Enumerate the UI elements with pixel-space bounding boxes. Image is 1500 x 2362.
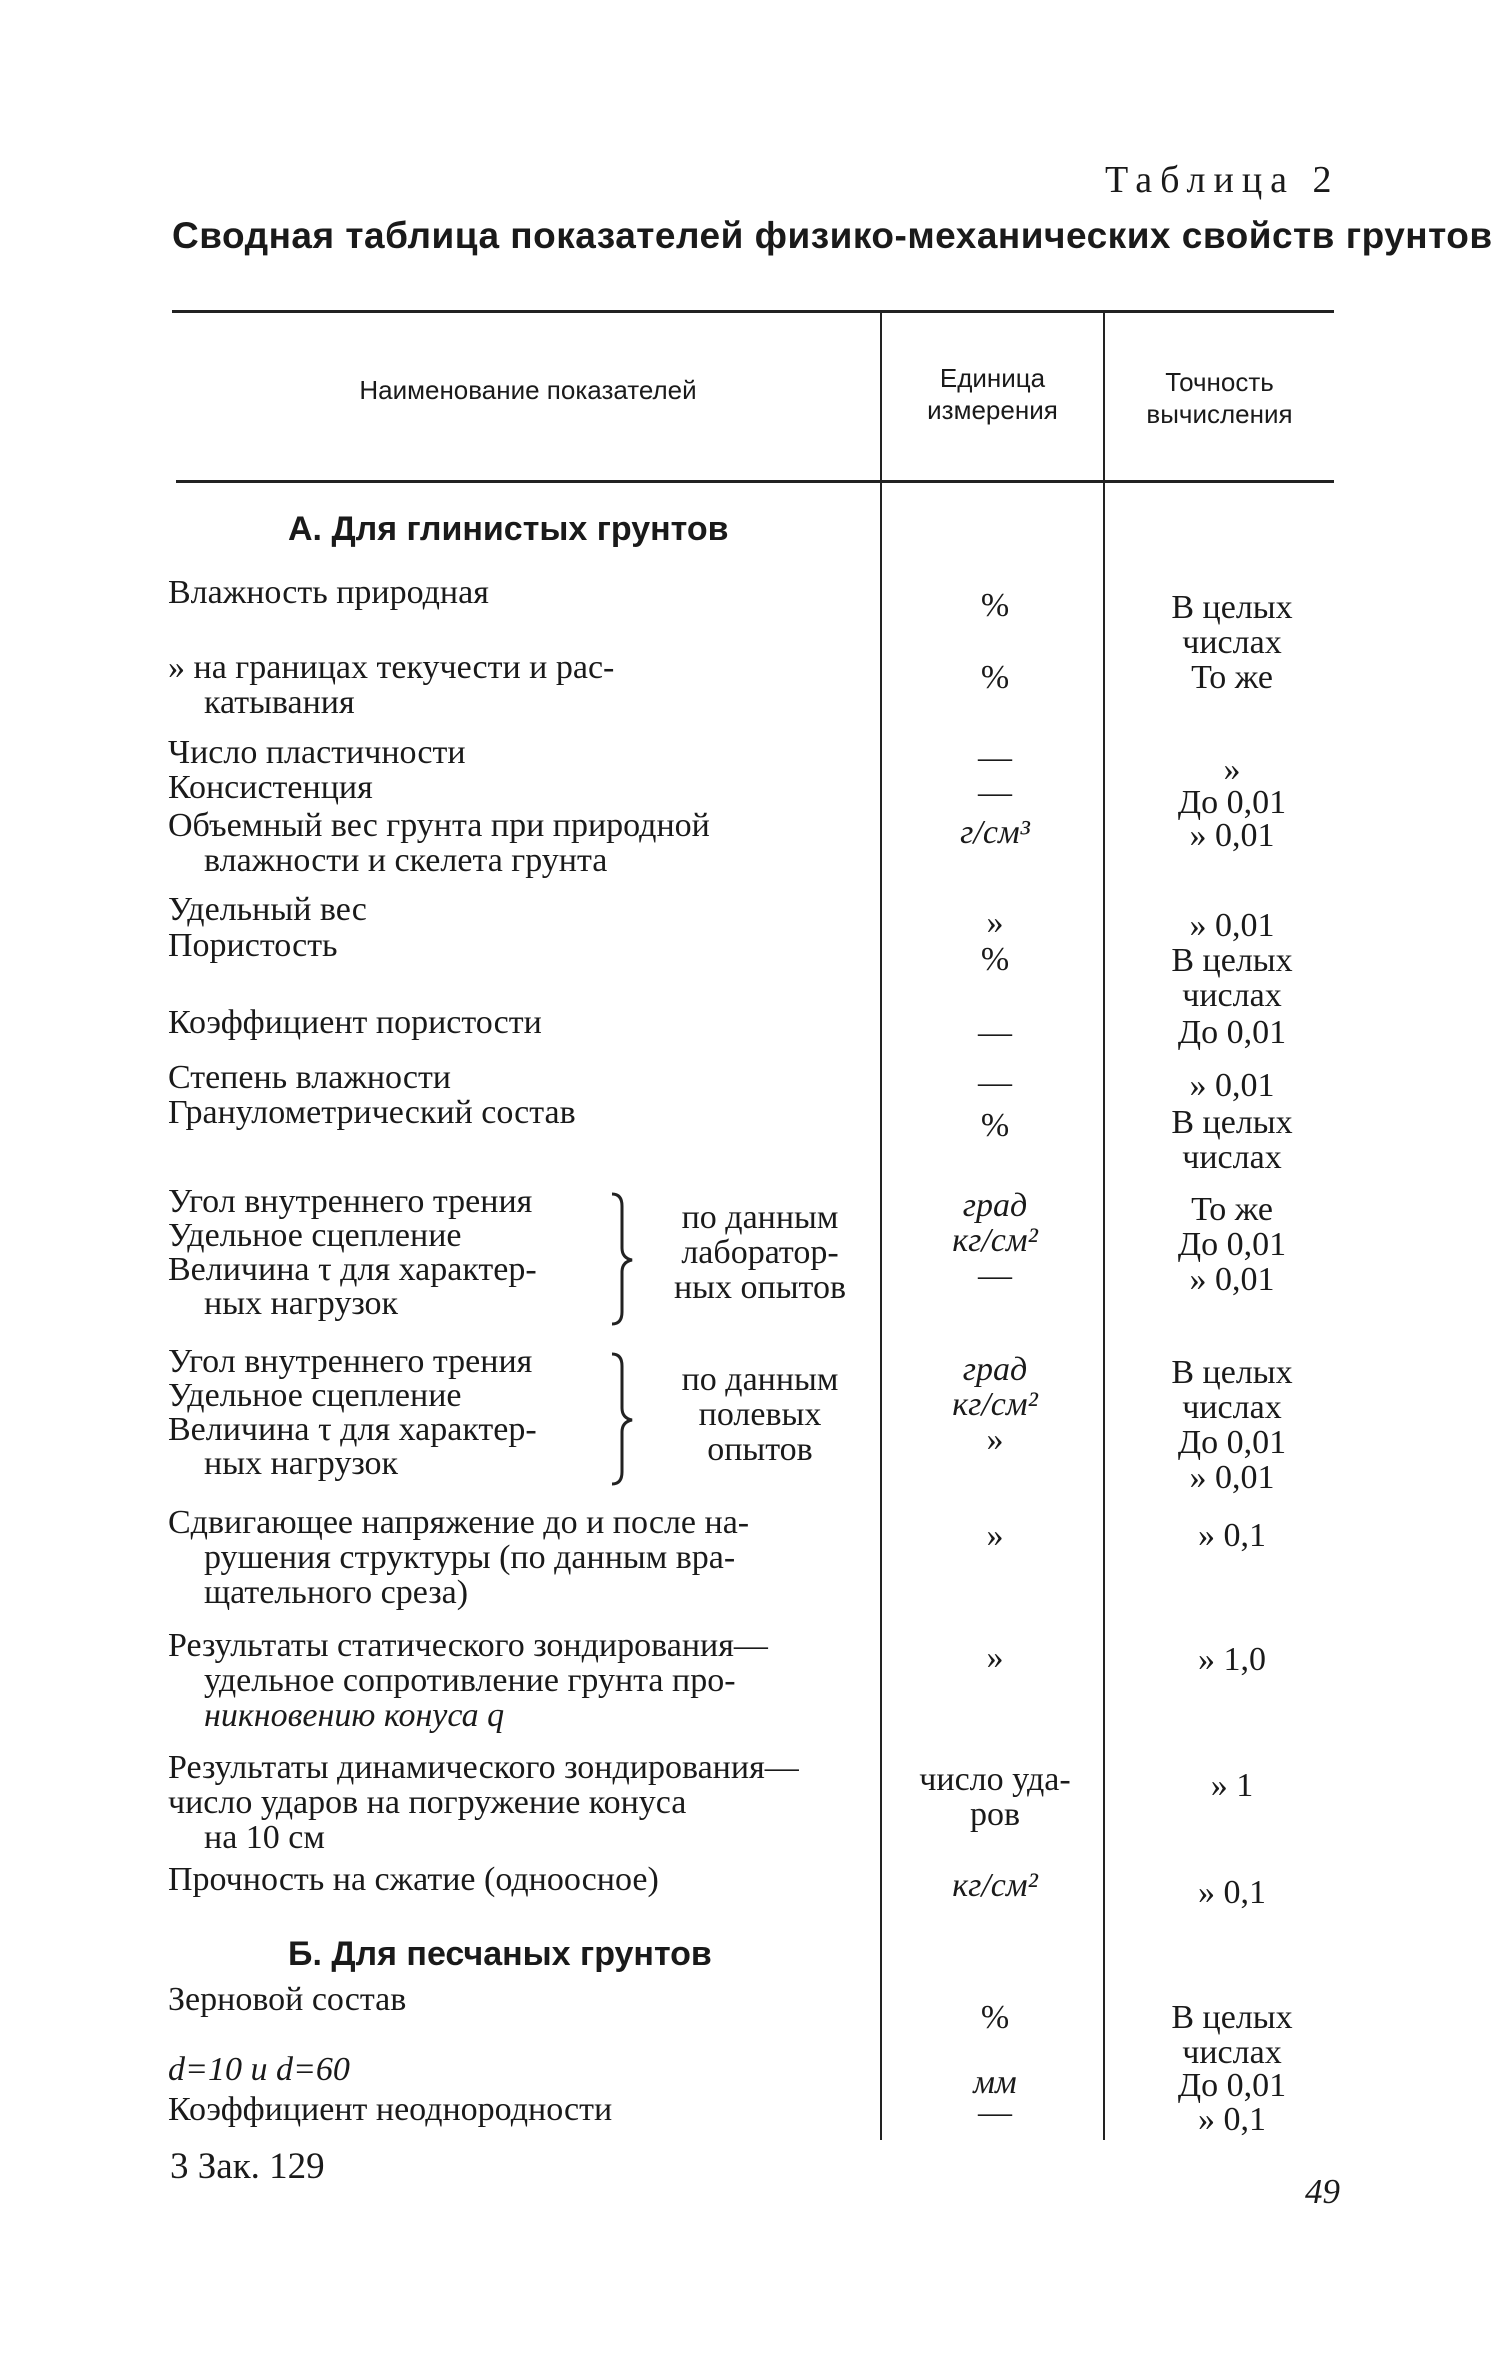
field-group-items: Угол внутреннего трения Удельное сцепление Величина τ для характер- ных нагрузок bbox=[168, 1343, 537, 1482]
field-group-note: по данным полевых опытов bbox=[681, 1361, 839, 1468]
section-b-title: Б. Для песчаных грунтов bbox=[288, 1935, 712, 1973]
lab-group-note: по данным лаборатор- ных опытов bbox=[673, 1199, 847, 1306]
print-order-note: 3 Зак. 129 bbox=[170, 2146, 325, 2187]
header-accuracy: Точность вычисления bbox=[1146, 367, 1293, 429]
row-unit: » bbox=[986, 904, 1004, 941]
row-unit: % bbox=[980, 587, 1010, 624]
row-accuracy: » 1,0 bbox=[1198, 1641, 1266, 1678]
row-accuracy: До 0,01 bbox=[1177, 1014, 1287, 1051]
row-unit: % bbox=[980, 1107, 1010, 1144]
row-name: d=10 и d=60 bbox=[168, 2051, 350, 2088]
row-accuracy: » 0,01 bbox=[1189, 1067, 1275, 1104]
lab-group-units: град кг/см² — bbox=[952, 1187, 1038, 1294]
section-a-title: А. Для глинистых грунтов bbox=[288, 510, 729, 548]
row-unit: — bbox=[978, 774, 1012, 811]
row-accuracy: В целых числах bbox=[1171, 589, 1293, 661]
row-name: Гранулометрический состав bbox=[168, 1094, 576, 1131]
row-accuracy: » 1 bbox=[1210, 1767, 1254, 1804]
row-unit: — bbox=[978, 739, 1012, 776]
row-unit: — bbox=[978, 1014, 1012, 1051]
row-name: Результаты динамического зондирования— число ударов на погружение конуса на 10 см bbox=[168, 1749, 799, 1856]
row-name: Удельный вес bbox=[168, 891, 367, 928]
row-accuracy: » 0,1 bbox=[1198, 1517, 1266, 1554]
row-accuracy: До 0,01 bbox=[1177, 2067, 1287, 2104]
row-accuracy: До 0,01 bbox=[1177, 784, 1287, 821]
row-name: Сдвигающее напряжение до и после на- рушения структуры (по данным вра- щательного среза) bbox=[168, 1504, 750, 1611]
right-brace-icon bbox=[608, 1192, 638, 1327]
row-unit: — bbox=[978, 2094, 1012, 2131]
page-number: 49 bbox=[1305, 2172, 1340, 2211]
row-accuracy: » 0,1 bbox=[1198, 1874, 1266, 1911]
row-accuracy: » 0,1 bbox=[1198, 2101, 1266, 2138]
row-accuracy: » 0,01 bbox=[1189, 817, 1275, 854]
row-unit: % bbox=[980, 941, 1010, 978]
row-name: Коэффициент пористости bbox=[168, 1004, 542, 1041]
table-label: Таблица 2 bbox=[1105, 159, 1340, 201]
row-unit: % bbox=[980, 659, 1010, 696]
row-name: Влажность природная bbox=[168, 574, 489, 611]
row-name: Степень влажности bbox=[168, 1059, 452, 1096]
row-accuracy: В целых числах bbox=[1171, 1999, 1293, 2071]
row-unit: — bbox=[978, 1064, 1012, 1101]
right-brace-icon bbox=[608, 1352, 638, 1487]
table-title: Сводная таблица показателей физико-механических свойств грунтов bbox=[172, 215, 1493, 256]
row-name: » на границах текучести и рас- катывания bbox=[168, 649, 615, 721]
header-unit: Единица измерения bbox=[927, 363, 1058, 425]
field-group-accuracy: В целых числах До 0,01 » 0,01 bbox=[1171, 1354, 1293, 1496]
row-unit: % bbox=[980, 1999, 1010, 2036]
row-unit: мм bbox=[973, 2064, 1017, 2101]
row-name: Объемный вес грунта при природной влажности и скелета грунта bbox=[168, 807, 710, 879]
row-name: Пористость bbox=[168, 927, 338, 964]
header-name: Наименование показателей bbox=[359, 375, 697, 405]
field-group-units: град кг/см² » bbox=[952, 1351, 1038, 1458]
row-name: Консистенция bbox=[168, 769, 373, 806]
lab-group-items: Угол внутреннего трения Удельное сцепление Величина τ для характер- ных нагрузок bbox=[168, 1183, 537, 1322]
row-accuracy: » bbox=[1223, 751, 1241, 788]
row-name: Прочность на сжатие (одноосное) bbox=[168, 1861, 659, 1898]
top-rule bbox=[172, 310, 1334, 313]
row-accuracy: В целых числах bbox=[1171, 942, 1293, 1014]
header-bottom-rule bbox=[176, 480, 1334, 483]
row-accuracy: В целых числах bbox=[1171, 1104, 1293, 1176]
row-accuracy: То же bbox=[1191, 659, 1273, 696]
lab-group-accuracy: То же До 0,01 » 0,01 bbox=[1177, 1191, 1287, 1298]
row-accuracy: » 0,01 bbox=[1189, 907, 1275, 944]
row-unit: » bbox=[986, 1639, 1004, 1676]
row-unit: кг/см² bbox=[952, 1867, 1038, 1904]
row-unit: число уда- ров bbox=[919, 1761, 1071, 1833]
row-name: Результаты статического зондирования— удельное сопротивление грунта про- никновению конуса q bbox=[168, 1627, 768, 1734]
row-unit: » bbox=[986, 1517, 1004, 1554]
row-unit: г/см³ bbox=[960, 814, 1030, 851]
row-name: Зерновой состав bbox=[168, 1981, 407, 2018]
row-name: Коэффициент неоднородности bbox=[168, 2091, 613, 2128]
row-name: Число пластичности bbox=[168, 734, 466, 771]
